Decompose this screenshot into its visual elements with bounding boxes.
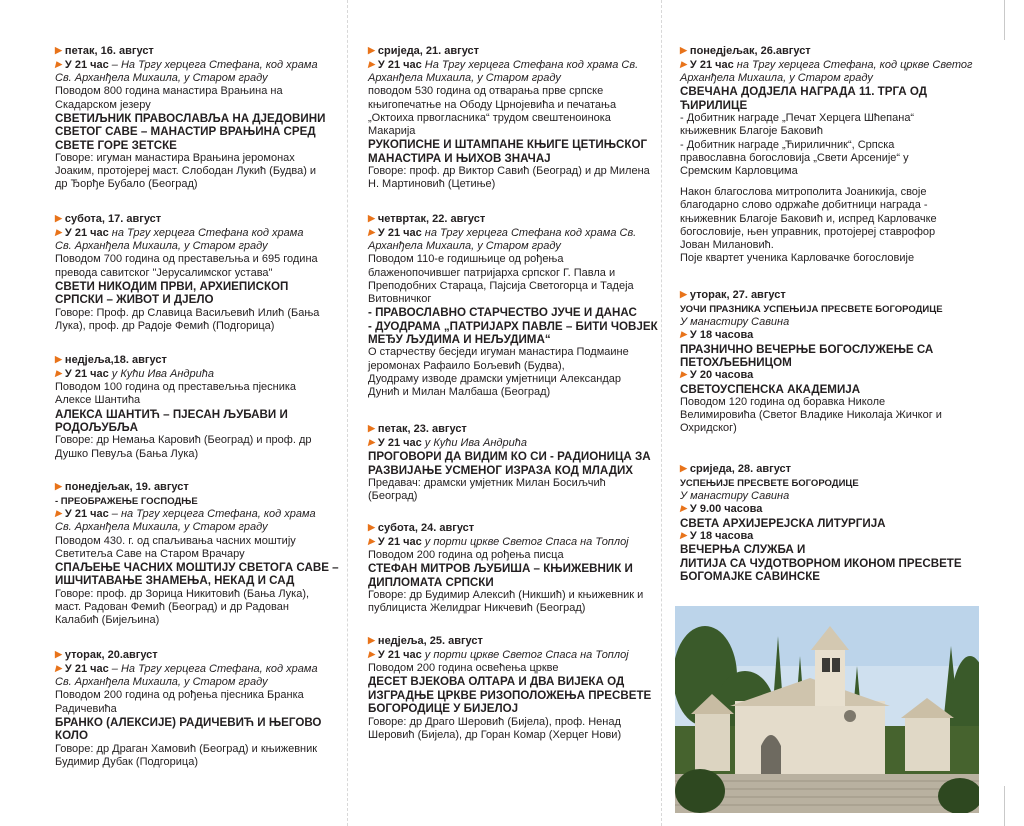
event-time xyxy=(680,329,980,342)
event-text: Охридског) xyxy=(680,422,737,435)
event-date: ▶ субота, 24. август xyxy=(368,522,474,534)
event-time xyxy=(55,663,323,676)
event-venue: Арханђела Михаила, у Старом граду xyxy=(680,72,873,85)
event-time xyxy=(368,649,636,662)
event-block xyxy=(680,477,980,583)
event-title: БОГОРОДИЦЕ У БИЈЕЛОЈ xyxy=(368,702,519,716)
event-text: Светитеља Саве на Старом Врачару xyxy=(55,547,245,560)
event-date: ▶ петак, 23. август xyxy=(368,423,467,435)
event-subtitle: - ПРЕОБРАЖЕЊЕ ГОСПОДЊЕ xyxy=(55,496,198,507)
program-column-1 xyxy=(55,0,339,826)
event-time xyxy=(680,59,980,72)
event-text: благодарно слово одржаће добитници награда - xyxy=(680,199,928,212)
event-text: Будимир Дубак (Подгорица) xyxy=(55,755,198,768)
event-hour: У 21 час xyxy=(377,649,422,661)
event-block xyxy=(368,536,644,616)
event-text: поводом 530 година од отварања прве српске xyxy=(368,85,604,98)
event-hour: У 18 часова xyxy=(689,530,754,543)
event-date: ▶ недјеља,18. август xyxy=(55,354,167,366)
event-text: Скадарском језеру xyxy=(55,98,151,111)
event-hour: У 21 час xyxy=(64,59,109,71)
event-title: РАЗВИЈАЊЕ УСМЕНОГ ИЗРАЗА КОД МЛАДИХ xyxy=(368,463,634,477)
event-text: богословије, њен управник, протојереј ставрофор xyxy=(680,225,936,238)
event-title: СТЕФАН МИТРОВ ЉУБИША – КЊИЖЕВНИК И xyxy=(368,562,633,576)
event-time xyxy=(680,369,980,382)
event-venue: у порти цркве Светог Спаса на Топлој xyxy=(421,649,629,661)
event-text: Поје квартет ученика Карловачке богословије xyxy=(680,252,915,265)
event-block xyxy=(368,649,652,742)
event-venue: на Тргу херцега Стефана код храма xyxy=(108,227,304,239)
fold-divider xyxy=(661,0,662,826)
event-text: Лука), проф. др Радоје Фемић (Подгорица) xyxy=(55,319,275,332)
event-time xyxy=(680,503,980,516)
event-text: Поводом 110-е годишњице од рођења xyxy=(368,253,564,266)
fold-divider xyxy=(347,0,348,826)
event-text: књижевник Благоје Баковић xyxy=(680,125,823,138)
event-text: јеромонах Рафаило Бољевић (Будва), xyxy=(368,359,565,372)
event-title: РУКОПИСНЕ И ШТАМПАНЕ КЊИГЕ ЦЕТИЊСКОГ xyxy=(368,138,648,152)
event-text: Шеровић (Бијела), др Горан Комар (Херцег Нови) xyxy=(368,728,622,741)
event-text: др Ђорђе Бубало (Београд) xyxy=(55,178,198,191)
event-text: маст. Радован Фемић (Београд) и др Радован xyxy=(55,601,289,614)
event-title: ПРАЗНИЧНО ВЕЧЕРЊЕ БОГОСЛУЖЕЊЕ СА xyxy=(680,342,934,356)
event-time xyxy=(55,508,323,521)
event-text: публициста Желидраг Никчевић (Београд) xyxy=(368,602,586,615)
event-text: Поводом 800 година манастира Врањина на xyxy=(55,85,283,98)
event-venue: – На Тргу херцега Стефана, код храма xyxy=(108,663,318,675)
event-block xyxy=(680,303,980,436)
event-title: СПАЉЕЊЕ ЧАСНИХ МОШТИЈУ СВЕТОГА САВЕ – xyxy=(55,561,339,575)
event-date: ▶ уторак, 20.август xyxy=(55,649,158,661)
event-hour: У 21 час xyxy=(377,437,422,449)
event-venue: – На Тргу херцега Стефана, код храма xyxy=(108,59,318,71)
event-venue: у порти цркве Светог Спаса на Топлој xyxy=(421,536,629,548)
fold-mark xyxy=(1004,786,1005,826)
event-venue: на Тргу херцега Стефана, код цркве Светог xyxy=(733,59,973,71)
event-date: ▶ понедјељак, 26.август xyxy=(680,45,811,57)
event-text: Говоре: др Драган Хамовић (Београд) и књижевник xyxy=(55,742,318,755)
event-block xyxy=(55,495,339,627)
event-venue: у Кући Ива Андрића xyxy=(421,437,527,449)
event-subtitle: УОЧИ ПРАЗНИКА УСПЕЊИЈА ПРЕСВЕТЕ БОГОРОДИЦЕ xyxy=(680,304,943,315)
event-text: Предавач: драмски умјетник Милан Босиљчић xyxy=(368,477,606,490)
event-text: Поводом 120 година од боравка Николе xyxy=(680,396,886,409)
event-venue: Арханђела Михаила, у Старом граду xyxy=(368,72,561,85)
event-title: СВЕТОУСПЕНСКА АКАДЕМИЈА xyxy=(680,382,861,396)
event-text: Дунић и Милан Малбаша (Београд) xyxy=(368,386,551,399)
event-time xyxy=(55,368,323,381)
event-block xyxy=(55,227,323,333)
event-block xyxy=(368,227,658,399)
event-title: ВЕЧЕРЊА СЛУЖБА И xyxy=(680,543,806,557)
event-title: СВЕТИ НИКОДИМ ПРВИ, АРХИЕПИСКОП xyxy=(55,279,289,293)
event-text: књижевник Благоје Баковић и, испред Карловачке xyxy=(680,212,937,225)
event-text: Говоре: др Будимир Алексић (Никшић) и књижевник и xyxy=(368,589,644,602)
event-text: О старчеству бесједи игуман манастира Подмаине xyxy=(368,346,629,359)
event-date: ▶ уторак, 27. август xyxy=(680,289,786,301)
event-title: СРПСКИ – ЖИВОТ И ДЈЕЛО xyxy=(55,293,214,307)
event-venue: Св. Арханђела Михаила, у Старом граду xyxy=(55,72,268,85)
event-hour: У 21 час xyxy=(689,59,734,71)
event-text: Н. Мартиновић (Цетиње) xyxy=(368,178,496,191)
event-hour: У 21 час xyxy=(377,536,422,548)
event-text: Душко Певуља (Бања Лука) xyxy=(55,447,199,460)
event-title: СВЕТИЉНИК ПРАВОСЛАВЉА НА ДЈЕДОВИНИ xyxy=(55,111,326,125)
event-text: Калабић (Бијељина) xyxy=(55,614,160,627)
event-hour: У 20 часова xyxy=(689,369,754,382)
event-text: Радичевића xyxy=(55,702,117,715)
event-text: Говоре: Проф. др Славица Васиљевић Илић (Бања xyxy=(55,306,320,319)
event-title: СВЕТОГ САВЕ – МАНАСТИР ВРАЊИНА СРЕД xyxy=(55,125,316,139)
event-text: Говоре: др Драго Шеровић (Бијела), проф. Ненад xyxy=(368,715,621,728)
event-venue: у Кући Ива Андрића xyxy=(108,368,214,380)
event-date: ▶ сриједа, 21. август xyxy=(368,45,479,57)
event-time xyxy=(368,536,636,549)
event-text: православна богословија „Свети Арсеније“ у xyxy=(680,151,909,164)
event-date: ▶ субота, 17. август xyxy=(55,213,161,225)
event-title: БРАНКО (АЛЕКСИЈЕ) РАДИЧЕВИЋ И ЊЕГОВО xyxy=(55,715,322,729)
event-date: ▶ недјеља, 25. август xyxy=(368,635,483,647)
event-title: - ПРАВОСЛАВНО СТАРЧЕСТВО ЈУЧЕ И ДАНАС xyxy=(368,306,637,320)
event-text: превода савитског "Јерусалимског устава" xyxy=(55,266,273,279)
event-text: Преподобних Стараца, Пајсија Светогорца и Тадеја xyxy=(368,279,634,292)
event-subtitle: УСПЕЊИЈЕ ПРЕСВЕТЕ БОГОРОДИЦЕ xyxy=(680,478,859,489)
event-block xyxy=(55,663,323,769)
event-text: Јован Милановић. xyxy=(680,239,774,252)
event-time xyxy=(55,227,323,240)
event-venue: Арханђела Михаила, у Старом граду xyxy=(368,240,561,253)
event-date: ▶ петак, 16. август xyxy=(55,45,154,57)
event-text: - Добитник награде „Ћириличник“, Српска xyxy=(680,138,895,151)
event-hour: У 21 час xyxy=(377,227,422,239)
event-hour: У 18 часова xyxy=(689,329,754,342)
event-text: „Октоиха првогласника“ трудом свештеноинока xyxy=(368,111,611,124)
event-text: Дуодраму изводе драмски умјетници Александар xyxy=(368,372,621,385)
event-hour: У 21 час xyxy=(377,59,422,71)
event-text: Поводом 430. г. од спаљивања часних моштију xyxy=(55,534,296,547)
savina-monastery-photo xyxy=(675,606,979,813)
event-block xyxy=(55,368,323,461)
event-block xyxy=(680,59,980,265)
event-date: ▶ четвртак, 22. август xyxy=(368,213,485,225)
event-title: СВЕТА АРХИЈЕРЕЈСКА ЛИТУРГИЈА xyxy=(680,516,886,530)
event-text: Поводом 100 година од преставељња пјесника xyxy=(55,381,297,394)
event-venue: Св. Арханђела Михаила, у Старом граду xyxy=(55,521,268,534)
event-title: ЛИТИЈА СА ЧУДОТВОРНОМ ИКОНОМ ПРЕСВЕТЕ xyxy=(680,556,962,570)
event-text: књигопечатње на Ободу Црнојевића и печатања xyxy=(368,98,617,111)
event-text: Витовничког xyxy=(368,293,432,306)
event-title: СВЕЧАНА ДОДЈЕЛА НАГРАДА 11. ТРГА ОД xyxy=(680,85,928,99)
event-text: Јоаким, протојереј маст. Слободан Лукић (Будва) и xyxy=(55,165,317,178)
event-venue: Св. Арханђела Михаила, у Старом граду xyxy=(55,676,268,689)
event-block xyxy=(55,59,326,192)
event-title: ПЕТОХЉЕБНИЦОМ xyxy=(680,356,792,370)
event-time xyxy=(368,59,639,72)
event-text: Поводом 200 година од рођења пјесника Бранка xyxy=(55,689,304,702)
event-hour: У 9.00 часова xyxy=(689,503,763,516)
event-venue: – на Тргу херцега Стефана, код храма xyxy=(108,508,316,521)
event-time xyxy=(680,530,980,543)
event-hour: У 21 час xyxy=(64,663,109,675)
event-text: Говоре: проф. др Зорица Никитовић (Бања Лука), xyxy=(55,587,310,600)
event-title: СВЕТЕ ГОРЕ ЗЕТСКЕ xyxy=(55,138,177,152)
event-block xyxy=(368,59,650,191)
event-text: Говоре: проф. др Виктор Савић (Београд) и др Милена xyxy=(368,165,650,178)
event-venue: У манастиру Савина xyxy=(680,490,790,503)
event-title: МЕЂУ ЉУДИМА И НЕЉУДИМА“ xyxy=(368,333,551,347)
event-hour: У 21 час xyxy=(64,227,109,239)
event-text: Након благослова митрополита Јоаникија, своје xyxy=(680,186,927,199)
event-time xyxy=(368,227,636,240)
program-column-2 xyxy=(368,0,658,826)
event-time xyxy=(368,437,636,450)
event-title: РОДОЉУБЉА xyxy=(55,421,139,435)
event-venue: на Тргу херцега Стефана код храма Св. xyxy=(421,227,637,239)
event-date: ▶ сриједа, 28. август xyxy=(680,463,791,475)
event-title: ЋИРИЛИЦЕ xyxy=(680,98,748,112)
event-text: блаженопочившег патријарха српског Г. Павла и xyxy=(368,266,616,279)
event-text: Говоре: др Немања Каровић (Београд) и проф. др xyxy=(55,434,312,447)
event-text: Поводом 700 година од преставељња и 695 година xyxy=(55,253,318,266)
event-text: Говоре: игуман манастира Врањина јеромонах xyxy=(55,152,295,165)
event-block xyxy=(368,437,651,503)
event-title: МАНАСТИРА И ЊИХОВ ЗНАЧАЈ xyxy=(368,151,551,165)
event-text: Макарија xyxy=(368,125,416,138)
event-title: - ДУОДРАМА „ПАТРИЈАРХ ПАВЛЕ – БИТИ ЧОВЈЕК xyxy=(368,319,658,333)
event-time xyxy=(55,59,323,72)
event-text: Сремским Карловцима xyxy=(680,165,798,178)
fold-mark xyxy=(1004,0,1005,40)
event-title: АЛЕКСА ШАНТИЋ – ПЈЕСАН ЉУБАВИ И xyxy=(55,407,288,421)
event-text: Поводом 200 година од рођења писца xyxy=(368,549,564,562)
event-text: Велимировића (Светог Владике Николаја Жичког и xyxy=(680,409,942,422)
event-text: (Београд) xyxy=(368,490,418,503)
event-text: Алексе Шантића xyxy=(55,394,141,407)
event-hour: У 21 час xyxy=(64,368,109,380)
event-hour: У 21 час xyxy=(64,508,109,521)
event-title: ДИПЛОМАТА СРПСКИ xyxy=(368,575,494,589)
event-venue: Св. Арханђела Михаила, у Старом граду xyxy=(55,240,268,253)
event-venue: На Тргу херцега Стефана код храма Св. xyxy=(421,59,639,71)
event-title: БОГОМАЈКЕ САВИНСКЕ xyxy=(680,570,821,584)
event-title: ДЕСЕТ ВЈЕКОВА ОЛТАРА И ДВА ВИЈЕКА ОД xyxy=(368,675,625,689)
event-title: ПРОГОВОРИ ДА ВИДИМ КО СИ - РАДИОНИЦА ЗА xyxy=(368,450,651,464)
event-title: КОЛО xyxy=(55,729,88,743)
event-title: ИШЧИТАВАЊЕ ЗНАМЕЊА, НЕКАД И САД xyxy=(55,574,295,588)
event-text: Поводом 200 година освећења цркве xyxy=(368,662,559,675)
event-text: - Добитник награде „Печат Херцега Шћепана“ xyxy=(680,112,915,125)
event-venue: У манастиру Савина xyxy=(680,316,790,329)
event-title: ИЗГРАДЊЕ ЦРКВЕ РИЗОПОЛОЖЕЊА ПРЕСВЕТЕ xyxy=(368,688,652,702)
event-date: ▶ понедјељак, 19. август xyxy=(55,481,189,493)
